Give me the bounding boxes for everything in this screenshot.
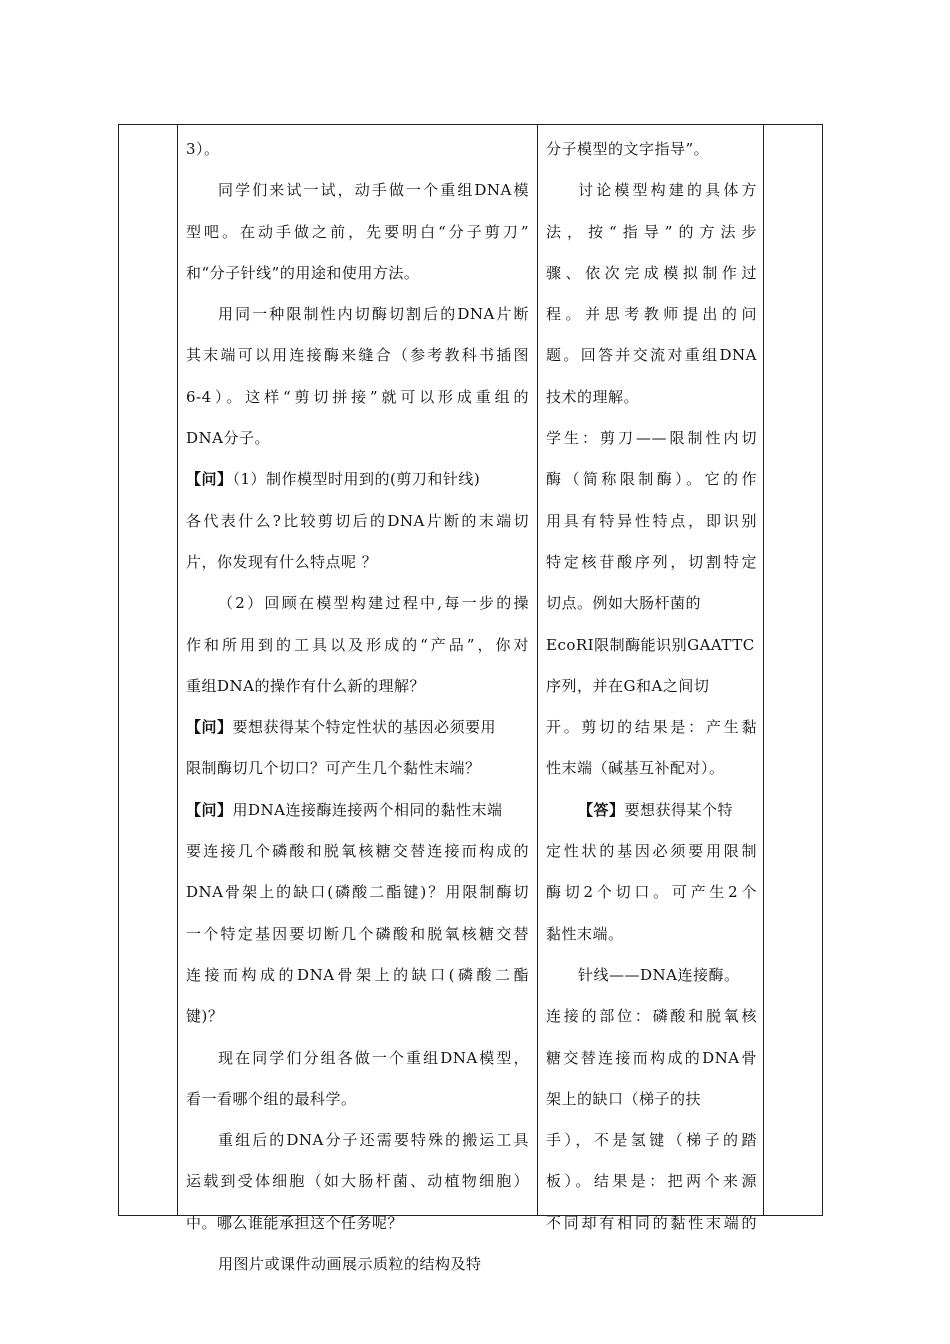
- text-line: 运载到受体细胞（如大肠杆菌、动植物细胞）: [186, 1172, 529, 1191]
- text-line: 重组后的DNA分子还需要特殊的搬运工具: [218, 1131, 529, 1150]
- text-line: 6-4）。这样“剪切拼接”就可以形成重组的: [186, 387, 529, 406]
- question-tag: 【问】: [186, 470, 233, 489]
- text-line: 作和所用到的工具以及形成的“产品”，你对: [186, 635, 529, 654]
- text-line: 用具有特异性特点，即识别: [546, 511, 757, 530]
- text-line: 要连接几个磷酸和脱氧核糖交替连接而构成的: [186, 842, 529, 861]
- text-line: 题。回答并交流对重组DNA: [546, 346, 757, 365]
- text-line: 酶（简称限制酶）。它的作: [546, 470, 757, 489]
- text-line: 切点。例如大肠杆菌的: [546, 594, 702, 613]
- teacher-activity-column: [178, 125, 537, 1274]
- text-line: 一个特定基因要切断几个磷酸和脱氧核糖交替: [186, 924, 529, 943]
- text-line: 性末端（碱基互补配对）。: [546, 759, 725, 778]
- text-line: EcoRI限制酶能识别GAATTC: [546, 635, 755, 654]
- text-line: （2）回顾在模型构建过程中,每一步的操: [218, 594, 529, 613]
- text-line: 手），不是氢键（梯子的踏: [546, 1131, 757, 1150]
- text-line: 不同却有相同的黏性末端的: [546, 1213, 757, 1232]
- text-line: 定性状的基因必须要用限制: [546, 842, 757, 861]
- text-line: 开。剪切的结果是：产生黏: [546, 718, 757, 737]
- text-line: 用同一种限制性内切酶切割后的DNA片断: [218, 305, 529, 324]
- text-line: 讨论模型构建的具体方: [578, 181, 757, 200]
- text-line: 糖交替连接而构成的DNA骨: [546, 1048, 757, 1067]
- text-line: 连接的部位：磷酸和脱氧核: [546, 1007, 757, 1026]
- text-line: 看一看哪个组的最科学。: [186, 1089, 357, 1108]
- text-line: 骤、依次完成模拟制作过: [546, 263, 757, 282]
- text-line: 3）。: [186, 140, 220, 158]
- text-line: 限制酶切几个切口？可产生几个黏性末端？: [186, 759, 481, 778]
- text-line: [186, 459, 529, 500]
- student-activity-column: [538, 125, 763, 1232]
- text-line: 特定核苷酸序列，切割特定: [546, 552, 757, 571]
- text-line: 分子模型的文字指导”。: [546, 140, 710, 158]
- text-line: 同学们来试一试，动手做一个重组DNA模: [218, 181, 529, 200]
- text-line: DNA分子。: [186, 429, 270, 448]
- text-line: 酶切2个切口。可产生2个: [546, 883, 757, 902]
- text-line: 学生：剪刀——限制性内切: [546, 429, 757, 448]
- text-line: 序列，并在G和A之间切: [546, 676, 710, 695]
- text-line: 其末端可以用连接酶来缝合（参考教科书插图: [186, 346, 529, 365]
- column-divider: [763, 125, 764, 1215]
- text-line: 和“分子针线”的用途和使用方法。: [186, 263, 420, 282]
- text-line: 黏性末端。: [546, 924, 624, 943]
- text-line: 程。并思考教师提出的问: [546, 305, 757, 324]
- text-line: 各代表什么?比较剪切后的DNA片断的末端切: [186, 511, 529, 530]
- text-line: [186, 790, 529, 831]
- text-line: 法，按“指导”的方法步: [546, 222, 757, 241]
- text-fragment: 要想获得某个特定性状的基因必须要用: [232, 718, 497, 737]
- text-line: [186, 707, 529, 748]
- text-fragment: （1）制作模型时用到的(剪刀和针线): [232, 470, 481, 489]
- question-tag: 【问】: [186, 718, 233, 737]
- text-line: 键)？: [186, 1007, 224, 1026]
- text-line: 型吧。在动手做之前，先要明白“分子剪刀”: [186, 222, 529, 241]
- text-line: 技术的理解。: [546, 387, 640, 406]
- text-line: 重组DNA的操作有什么新的理解？: [186, 676, 425, 695]
- text-line: 板）。结果是：把两个来源: [546, 1172, 757, 1191]
- lesson-table: [118, 124, 823, 1274]
- text-line: 现在同学们分组各做一个重组DNA模型，: [218, 1048, 529, 1067]
- text-line: 中。哪么谁能承担这个任务呢？: [186, 1213, 404, 1232]
- text-line: 用图片或课件动画展示质粒的结构及特: [218, 1255, 482, 1274]
- text-line: 片，你发现有什么特点呢 ？: [186, 552, 378, 571]
- text-line: [546, 790, 757, 831]
- text-line: DNA骨架上的缺口(磷酸二酯键)？用限制酶切: [186, 883, 529, 902]
- text-line: 连接而构成的DNA骨架上的缺口(磷酸二酯: [186, 965, 529, 984]
- text-fragment: 用DNA连接酶连接两个相同的黏性末端: [232, 800, 503, 819]
- text-line: 针线——DNA连接酶。: [578, 965, 740, 984]
- answer-tag: 【答】: [578, 800, 625, 819]
- question-tag: 【问】: [186, 800, 233, 819]
- text-fragment: 要想获得某个特: [624, 800, 734, 819]
- text-line: 架上的缺口（梯子的扶: [546, 1089, 702, 1108]
